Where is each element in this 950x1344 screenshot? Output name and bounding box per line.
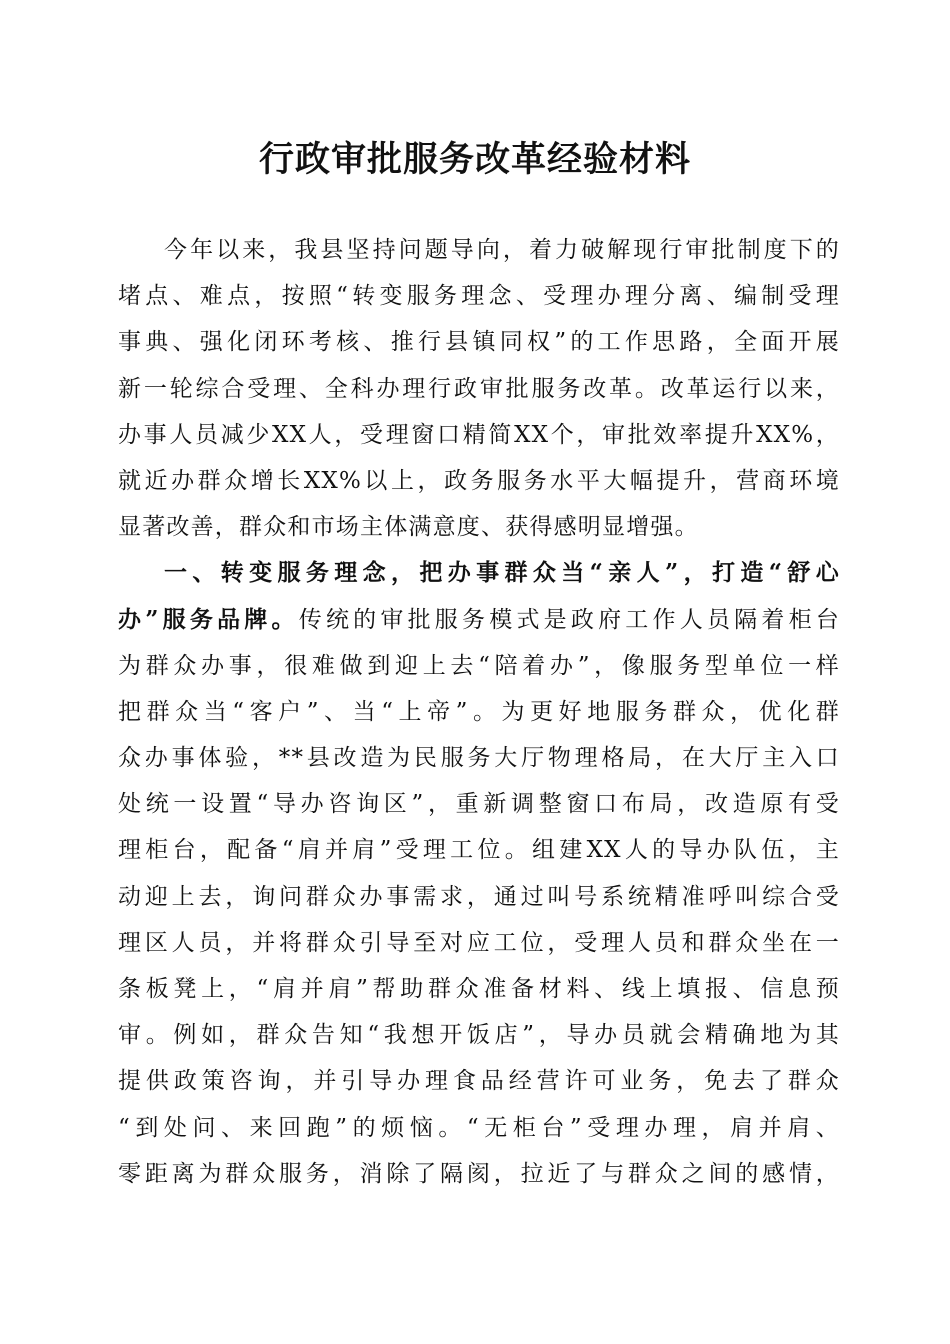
text-line: 就近办群众增长XX%以上，政务服务水平大幅提升，营商环境 — [118, 467, 840, 494]
text-line: 处统一设置“导办咨询区”，重新调整窗口布局，改造原有受 — [118, 791, 840, 818]
text-line: 显著改善，群众和市场主体满意度、获得感明显增强。 — [118, 514, 699, 541]
text-line: 众办事体验，**县改造为民服务大厅物理格局，在大厅主入口 — [118, 745, 840, 772]
text-line: 动迎上去，询问群众办事需求，通过叫号系统精准呼叫综合受 — [118, 883, 840, 910]
text-line: 条板凳上，“肩并肩”帮助群众准备材料、线上填报、信息预 — [118, 976, 840, 1002]
text-line: 零距离为群众服务，消除了隔阂，拉近了与群众之间的感情， — [118, 1160, 840, 1187]
text-line: 新一轮综合受理、全科办理行政审批服务改革。改革运行以来， — [118, 375, 840, 402]
text-line: 办事人员减少XX人，受理窗口精简XX个，审批效率提升XX%， — [118, 421, 840, 448]
section-1 — [118, 550, 840, 1197]
section-heading: 一、转变服务理念，把办事群众当“亲人”，打造“舒心 — [164, 559, 840, 587]
text-line: “到处问、来回跑”的烦恼。“无柜台”受理办理，肩并肩、 — [118, 1114, 840, 1141]
text-line: 提供政策咨询，并引导办理食品经营许可业务，免去了群众 — [118, 1068, 840, 1095]
text-line: 把群众当“客户”、当“上帝”。为更好地服务群众，优化群 — [118, 698, 840, 725]
text-line: 堵点、难点，按照“转变服务理念、受理办理分离、编制受理 — [118, 283, 840, 310]
text-line: 理区人员，并将群众引导至对应工位，受理人员和群众坐在一 — [118, 929, 840, 956]
text-line: 审。例如，群众告知“我想开饭店”，导办员就会精确地为其 — [118, 1022, 840, 1049]
section-heading-end: 办”服务品牌。 — [118, 605, 299, 633]
document-body — [118, 227, 840, 1197]
text-line: 今年以来，我县坚持问题导向，着力破解现行审批制度下的 — [164, 237, 840, 263]
text-line — [118, 597, 840, 643]
text-line: 理柜台，配备“肩并肩”受理工位。组建XX人的导办队伍，主 — [118, 837, 840, 864]
paragraph-intro — [118, 227, 840, 550]
text-line: 事典、强化闭环考核、推行县镇同权”的工作思路，全面开展 — [118, 329, 840, 356]
document-title: 行政审批服务改革经验材料 — [258, 139, 691, 180]
text-line: 为群众办事，很难做到迎上去“陪着办”，像服务型单位一样 — [118, 652, 840, 679]
section-text: 传统的审批服务模式是政府工作人员隔着柜台 — [298, 606, 840, 633]
